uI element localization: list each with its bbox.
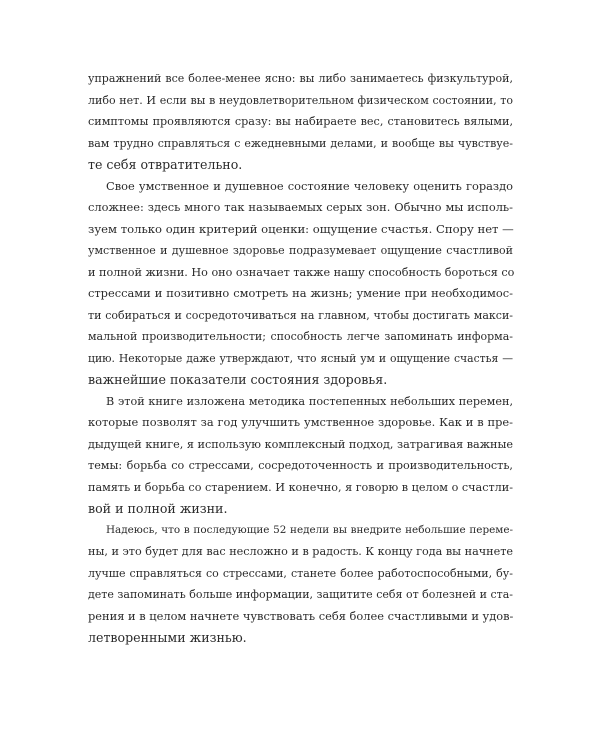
text-line: В этой книге изложена методика постепенных небольших перемен, [106, 394, 513, 408]
text-line: либо нет. И если вы в неудовлетворительном физическом состоянии, то [88, 93, 513, 107]
paragraph-1 [88, 68, 513, 176]
text-line: летворенными жизнью. [88, 630, 247, 645]
text-line: ти собираться и сосредоточиваться на главном, чтобы достигать макси- [88, 308, 513, 322]
text-line: упражнений все более-менее ясно: вы либо занимаетесь физкультурой, [88, 72, 513, 85]
text-line: которые позволят за год улучшить умственное здоровье. Как и в пре- [88, 415, 513, 429]
text-line: темы: борьба со стрессами, сосредоточенность и производительность, [88, 459, 513, 472]
text-line: те себя отвратительно. [88, 157, 243, 172]
text-line: Свое умственное и душевное состояние человеку оценить гораздо [106, 178, 513, 193]
paragraph-4 [88, 520, 513, 649]
text-line: вам трудно справляться с ежедневными делами, и вообще вы чувствуе- [88, 136, 513, 150]
text-line: мальной производительности; способность легче запоминать информа- [88, 330, 513, 343]
text-line: стрессами и позитивно смотреть на жизнь; умение при необходимос- [88, 286, 513, 300]
text-line: память и борьба со старением. И конечно, я говорю в целом о счастли- [88, 480, 513, 494]
text-line: лучше справляться со стрессами, станете более работоспособными, бу- [88, 566, 513, 580]
text-line: дыдущей книге, я использую комплексный подход, затрагивая важные [88, 437, 513, 451]
text-line: зуем только один критерий оценки: ощущение счастья. Спору нет — [88, 221, 514, 236]
text-line: дете запоминать больше информации, защитите себя от болезней и ста- [88, 588, 513, 601]
text-line: Надеюсь, что в последующие 52 недели вы внедрите небольшие переме- [106, 523, 513, 536]
text-line: симптомы проявляются сразу: вы набираете вес, становитесь вялыми, [88, 115, 513, 128]
paragraph-2 [88, 176, 513, 391]
text-line: и полной жизни. Но оно означает также нашу способность бороться со [88, 265, 515, 279]
paragraph-3 [88, 391, 513, 520]
text-line: рения и в целом начнете чувствовать себя более счастливыми и удов- [88, 608, 514, 623]
text-line: сложнее: здесь много так называемых серых зон. Обычно мы исполь- [88, 200, 513, 214]
text-line: ны, и это будет для вас несложно и в радость. К концу года вы начнете [88, 545, 514, 558]
text-line: цию. Некоторые даже утверждают, что ясный ум и ощущение счастья — [88, 351, 513, 365]
text-line: умственное и душевное здоровье подразумевает ощущение счастливой [88, 244, 513, 257]
text-line: вой и полной жизни. [88, 501, 228, 516]
text-line: важнейшие показатели состояния здоровья. [88, 372, 388, 387]
body-text [88, 68, 513, 649]
